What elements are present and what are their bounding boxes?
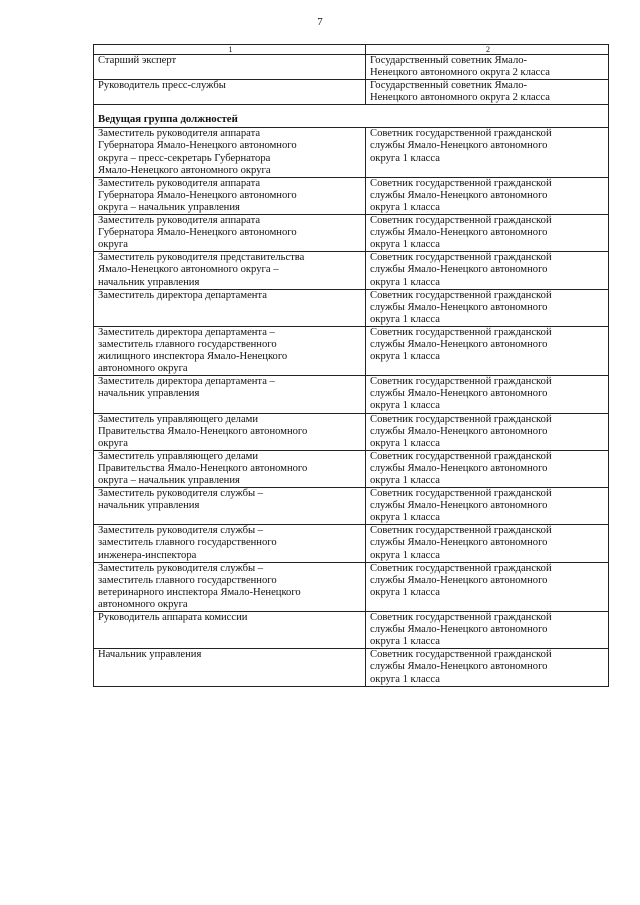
position-cell (94, 450, 366, 487)
rank-cell (366, 488, 609, 525)
rank-text: Советник государственной гражданской службы Ямало-Ненецкого автономного округа 1 класса (370, 450, 552, 486)
rank-text: Советник государственной гражданской службы Ямало-Ненецкого автономного округа 1 класса (370, 525, 552, 561)
position-text: Заместитель руководителя службы – заместитель главного государственного ветеринарного инспектора Ямало-Ненецкого автономного округа (98, 562, 301, 610)
position-text: Руководитель аппарата комиссии (98, 612, 248, 624)
table-row (94, 326, 609, 375)
position-text: Руководитель пресс-службы (98, 80, 226, 92)
table-row (94, 525, 609, 562)
rank-cell (366, 80, 609, 105)
position-cell (94, 177, 366, 214)
rank-cell (366, 450, 609, 487)
position-text: Заместитель руководителя аппарата Губернатора Ямало-Ненецкого автономного округа – начальник управления (98, 177, 297, 213)
table-row (94, 252, 609, 289)
position-text: Заместитель директора департамента – начальник управления (98, 376, 275, 400)
table-row (94, 413, 609, 450)
rank-text: Советник государственной гражданской службы Ямало-Ненецкого автономного округа 1 класса (370, 649, 552, 685)
rank-text: Советник государственной гражданской службы Ямало-Ненецкого автономного округа 1 класса (370, 488, 552, 524)
table-row (94, 55, 609, 80)
position-text: Заместитель управляющего делами Правительства Ямало-Ненецкого автономного округа – начальник управления (98, 450, 308, 486)
position-text: Заместитель руководителя аппарата Губернатора Ямало-Ненецкого автономного округа – пресс-секретарь Губернатора Ямало-Ненецкого автономного округа (98, 128, 297, 176)
rank-text: Советник государственной гражданской службы Ямало-Ненецкого автономного округа 1 класса (370, 252, 552, 288)
position-cell (94, 562, 366, 611)
position-cell (94, 289, 366, 326)
table-row (94, 450, 609, 487)
rank-text: Советник государственной гражданской службы Ямало-Ненецкого автономного округа 1 класса (370, 413, 552, 449)
table-header-row (94, 45, 609, 55)
position-cell (94, 612, 366, 649)
rank-cell (366, 252, 609, 289)
rank-cell (366, 649, 609, 686)
rank-cell (366, 376, 609, 413)
rank-cell (366, 128, 609, 177)
table-row (94, 289, 609, 326)
rank-cell (366, 177, 609, 214)
rank-text: Советник государственной гражданской службы Ямало-Ненецкого автономного округа 1 класса (370, 128, 552, 164)
positions-table (93, 44, 609, 687)
rank-text: Государственный советник Ямало- Ненецкого автономного округа 2 класса (370, 55, 550, 79)
position-text: Заместитель руководителя службы – заместитель главного государственного инженера-инспектора (98, 525, 277, 561)
column-header: 2 (366, 45, 609, 55)
page-number: 7 (317, 16, 323, 28)
table-row (94, 128, 609, 177)
position-text: Заместитель руководителя службы – начальник управления (98, 488, 264, 512)
column-header: 1 (94, 45, 366, 55)
table-row (94, 215, 609, 252)
rank-text: Советник государственной гражданской службы Ямало-Ненецкого автономного округа 1 класса (370, 215, 552, 251)
table-row (94, 612, 609, 649)
position-text: Начальник управления (98, 649, 202, 661)
group-title-row (94, 105, 609, 128)
position-text: Заместитель управляющего делами Правительства Ямало-Ненецкого автономного округа (98, 413, 308, 449)
position-text: Заместитель директора департамента (98, 289, 267, 301)
rank-cell (366, 612, 609, 649)
table-row (94, 649, 609, 686)
rank-text: Советник государственной гражданской службы Ямало-Ненецкого автономного округа 1 класса (370, 562, 552, 598)
position-cell (94, 376, 366, 413)
position-cell (94, 215, 366, 252)
rank-text: Советник государственной гражданской службы Ямало-Ненецкого автономного округа 1 класса (370, 326, 552, 363)
position-cell (94, 525, 366, 562)
rank-cell (366, 289, 609, 326)
rank-cell (366, 525, 609, 562)
position-text: Заместитель руководителя аппарата Губернатора Ямало-Ненецкого автономного округа (98, 215, 297, 251)
rank-cell (366, 413, 609, 450)
table-row (94, 562, 609, 611)
rank-text: Советник государственной гражданской службы Ямало-Ненецкого автономного округа 1 класса (370, 376, 552, 412)
position-cell (94, 80, 366, 105)
position-cell (94, 413, 366, 450)
rank-cell (366, 215, 609, 252)
table-row (94, 177, 609, 214)
rank-text: Советник государственной гражданской службы Ямало-Ненецкого автономного округа 1 класса (370, 177, 552, 213)
table-row (94, 376, 609, 413)
group-title: Ведущая группа должностей (94, 105, 609, 128)
position-cell (94, 252, 366, 289)
table-row (94, 80, 609, 105)
rank-cell (366, 326, 609, 375)
position-text: Заместитель директора департамента – заместитель главного государственного жилищного инспектора Ямало-Ненецкого автономного округа (98, 326, 288, 375)
position-text: Заместитель руководителя представительства Ямало-Ненецкого автономного округа – начальник управления (98, 252, 305, 288)
position-cell (94, 488, 366, 525)
rank-cell (366, 562, 609, 611)
rank-text: Государственный советник Ямало- Ненецкого автономного округа 2 класса (370, 80, 550, 104)
position-cell (94, 128, 366, 177)
position-text: Старший эксперт (98, 55, 177, 66)
position-cell (94, 326, 366, 375)
rank-text: Советник государственной гражданской службы Ямало-Ненецкого автономного округа 1 класса (370, 289, 552, 325)
table-row (94, 488, 609, 525)
rank-text: Советник государственной гражданской службы Ямало-Ненецкого автономного округа 1 класса (370, 612, 552, 648)
position-cell (94, 55, 366, 80)
position-cell (94, 649, 366, 686)
rank-cell (366, 55, 609, 80)
